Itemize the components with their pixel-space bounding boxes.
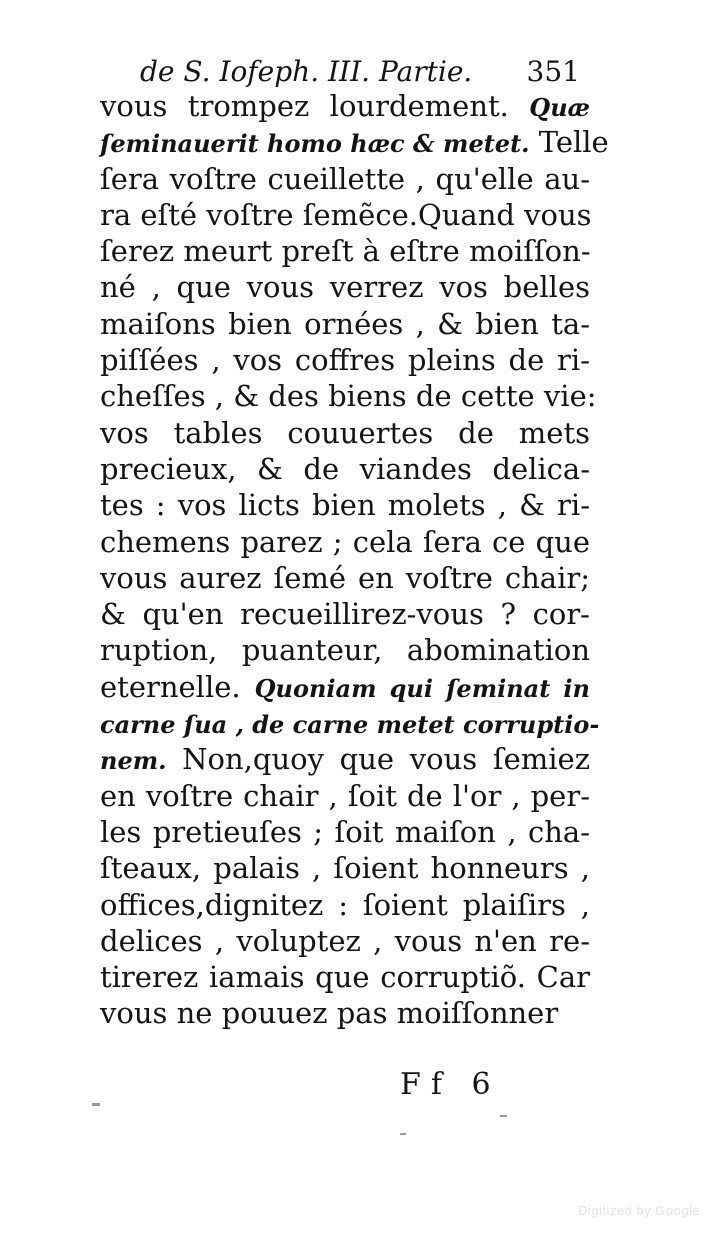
text-line (100, 923, 590, 959)
text-line (100, 596, 590, 632)
text-segment: vous ne pouuez pas moiſſonner (100, 996, 559, 1031)
text-segment: delices , voluptez , vous n'en re- (100, 923, 590, 958)
text-line (100, 415, 590, 451)
text-line (100, 524, 590, 560)
latin-quotation: carne ſua , de carne metet corruptio- (100, 710, 600, 740)
text-line (100, 378, 597, 414)
text-segment: ra eſté voſtre ſemẽce.Quand vous (100, 197, 592, 232)
latin-quotation: Quoniam qui ſeminat in (254, 673, 590, 703)
latin-quotation: ſeminauerit homo hæc & metet. (100, 129, 530, 159)
text-segment: offices,dignitez : ſoient plaiſirs , (100, 887, 590, 922)
text-line (100, 887, 590, 923)
text-segment: cheſſes , & des biens de cette vie: (100, 379, 597, 414)
text-line (100, 487, 590, 523)
text-segment: & qu'en recueillirez-vous ? cor- (100, 597, 590, 632)
text-segment: ſera voſtre cueillette , qu'elle au- (100, 161, 590, 196)
text-line (100, 850, 590, 886)
text-segment: tirerez iamais que corruptiõ. Car (100, 960, 590, 995)
text-line (100, 669, 590, 705)
text-line (100, 451, 590, 487)
text-segment: chemens parez ; cela ſera ce que (100, 524, 590, 559)
text-line (100, 306, 590, 342)
ink-speck (92, 1103, 100, 1106)
text-line (100, 995, 590, 1031)
ink-speck (500, 1115, 507, 1117)
page-number: 351 (526, 55, 580, 88)
text-line (100, 269, 590, 305)
text-segment: les pretieuſes ; ſoit maiſon , cha- (100, 814, 590, 849)
text-line (100, 233, 590, 269)
text-segment: vous aurez ſemé en voſtre chair; (100, 560, 590, 595)
text-segment: tes : vos licts bien molets , & ri- (100, 488, 590, 523)
text-segment: vous trompez lourdement. (100, 89, 530, 123)
text-line (100, 124, 609, 160)
text-line (100, 560, 590, 596)
text-segment: en voſtre chair , ſoit de l'or , per- (100, 778, 590, 813)
text-line (100, 778, 590, 814)
digitization-watermark: Digitized by Google (578, 1203, 701, 1218)
text-line (100, 814, 590, 850)
text-line (100, 632, 590, 668)
text-segment: piſſées , vos coffres pleins de ri- (100, 343, 590, 378)
text-segment: ſteaux, palais , ſoient honneurs , (100, 851, 590, 886)
text-line (100, 741, 590, 777)
ink-speck (400, 1133, 406, 1135)
body-text (100, 88, 609, 1032)
text-segment: eternelle. (100, 669, 255, 704)
signature-mark: Ff 6 (400, 1067, 501, 1102)
text-segment: Telle (529, 125, 609, 160)
text-line (100, 342, 590, 378)
text-segment: né , que vous verrez vos belles (100, 270, 590, 305)
running-title: de S. Iofeph. III. Partie. (140, 55, 473, 88)
latin-quotation: Quæ (529, 93, 590, 122)
text-segment: maiſons bien ornées , & bien ta- (100, 306, 590, 341)
running-header (140, 52, 580, 92)
text-line (100, 705, 600, 741)
text-segment: Non,quoy que vous ſemiez (166, 742, 590, 777)
text-line (100, 959, 590, 995)
latin-quotation: nem. (100, 746, 167, 776)
text-segment: ruption, puanteur, abomination (100, 633, 590, 668)
text-segment: ſerez meurt preſt à eſtre moiſſon- (100, 234, 591, 269)
text-line (100, 197, 590, 233)
text-segment: vos tables couuertes de mets (100, 415, 590, 450)
text-segment: precieux, & de viandes delica- (100, 451, 590, 486)
text-line (100, 88, 590, 124)
text-line (100, 161, 590, 197)
